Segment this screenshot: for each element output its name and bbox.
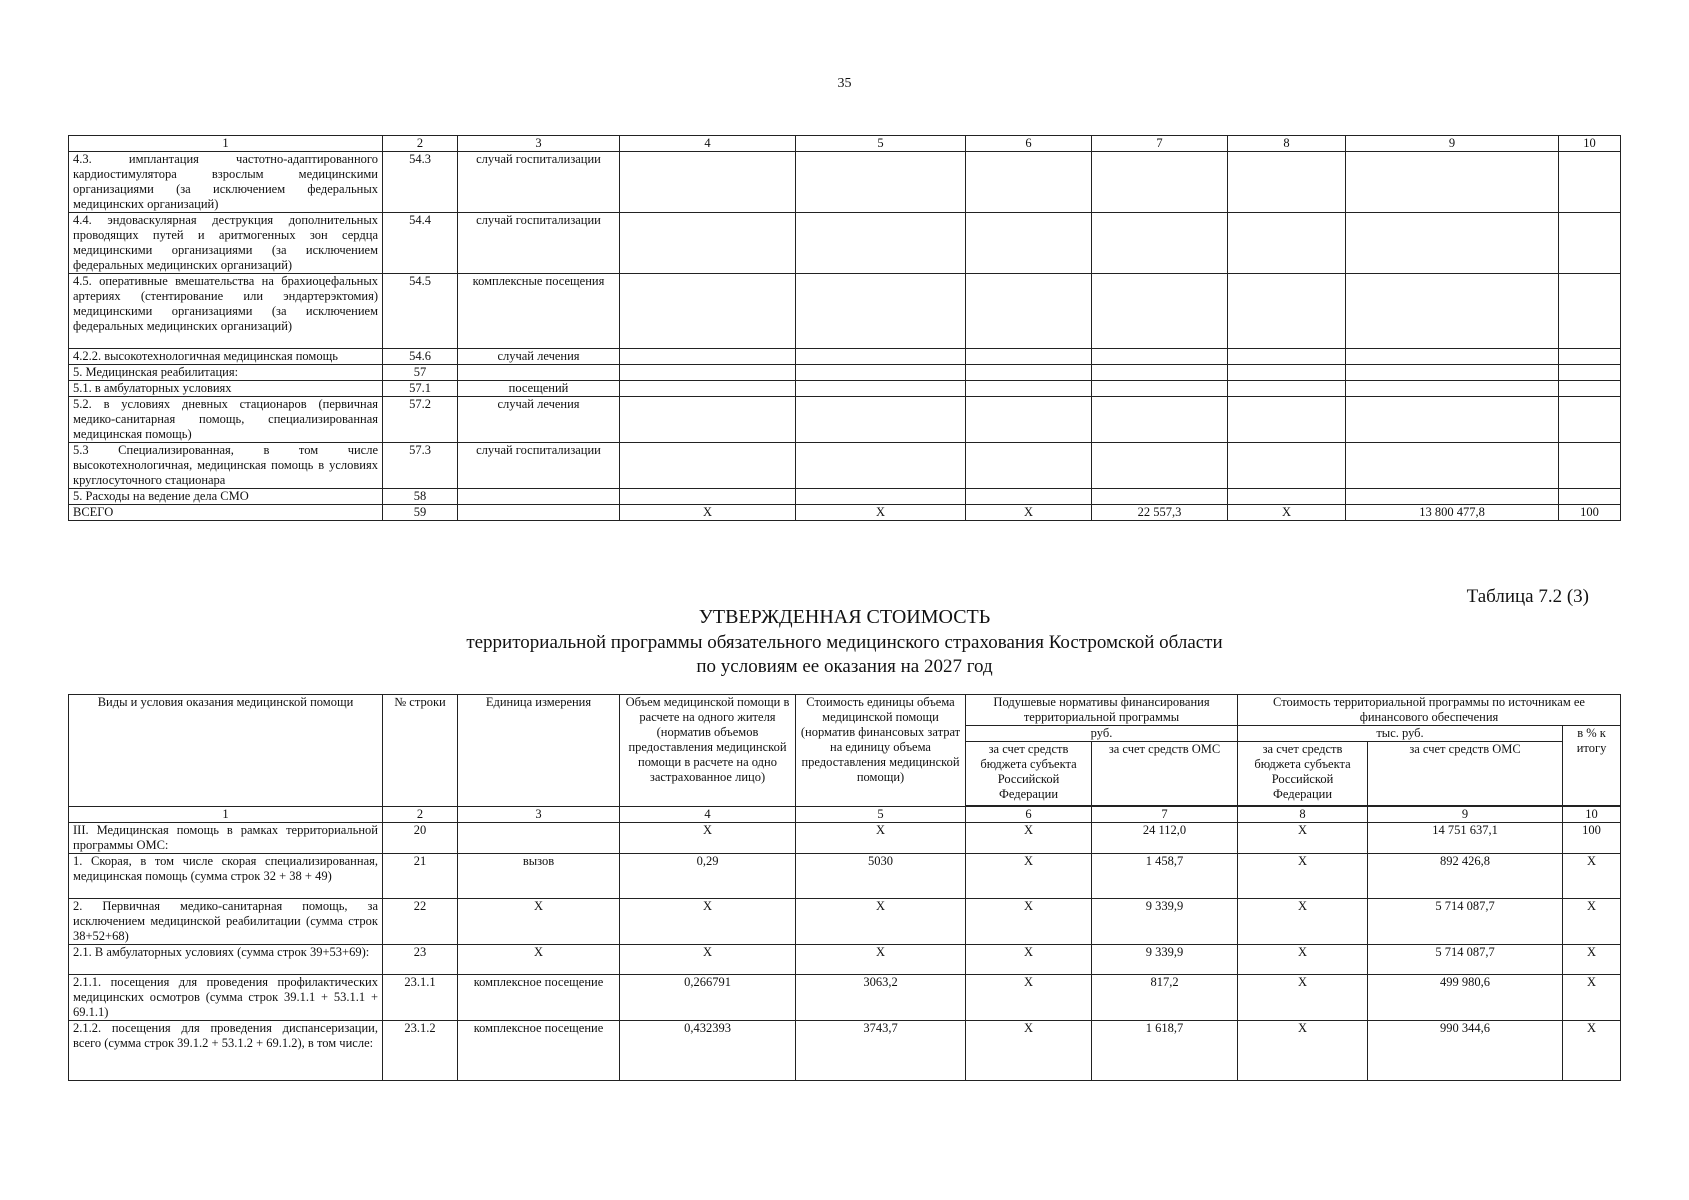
cell-oms-total: 990 344,6 [1368,1021,1563,1081]
cell-oms: 817,2 [1092,975,1238,1021]
row-name: 2.1.1. посещения для проведения профилактических медицинских осмотров (сумма строк 39.1.1 + 53.1.1 + 69.1.1) [69,975,383,1021]
cell-budget [966,365,1092,381]
header-unit-cost: Стоимость единицы объема медицинской помощи (норматив финансовых затрат на единицу объема предоставления медицинской помощи) [796,695,966,807]
cell-pct [1559,274,1621,349]
cell-budget-total [1228,213,1346,274]
cell-budget [966,213,1092,274]
table-row [69,365,1621,381]
document-subtitle-year: по условиям ее оказания на 2027 год [696,656,993,677]
row-name: 4.4. эндоваскулярная деструкция дополнительных проводящих путей и аритмогенных зон сердца медицинскими организациями (за исключением федеральных медицинских организаций) [69,213,383,274]
header-kinds: Виды и условия оказания медицинской помощи [69,695,383,807]
cell-oms [1092,213,1228,274]
cell-budget-total: Х [1238,1021,1368,1081]
cell-pct [1559,152,1621,213]
row-unit: Х [458,945,620,975]
cell-oms [1092,365,1228,381]
cell-unit-cost [796,381,966,397]
table-row [69,505,1621,521]
row-unit: случай госпитализации [458,443,620,489]
row-name: 5.3 Специализированная, в том числе высокотехнологичная, медицинская помощь в условиях круглосуточного стационара [69,443,383,489]
cell-budget-total [1228,152,1346,213]
row-name: 5. Медицинская реабилитация: [69,365,383,381]
cell-oms [1092,489,1228,505]
cell-budget [966,274,1092,349]
cell-unit-cost: Х [796,823,966,854]
table-row [69,397,1621,443]
cell-oms-total: 892 426,8 [1368,854,1563,899]
col-number: 10 [1563,807,1621,823]
row-unit: посещений [458,381,620,397]
cell-oms [1092,349,1228,365]
col-number: 4 [620,136,796,152]
row-unit: вызов [458,854,620,899]
cell-pct [1559,443,1621,489]
row-code: 22 [383,899,458,945]
table-row [69,823,1621,854]
cell-budget: Х [966,1021,1092,1081]
row-code: 57.3 [383,443,458,489]
row-unit: случай лечения [458,349,620,365]
row-code: 23 [383,945,458,975]
cell-oms: 22 557,3 [1092,505,1228,521]
cell-unit-cost [796,213,966,274]
cell-budget: Х [966,975,1092,1021]
row-name: 2. Первичная медико-санитарная помощь, за исключением медицинской реабилитации (сумма строк 38+52+68) [69,899,383,945]
col-number: 7 [1092,807,1238,823]
table-row [69,152,1621,213]
col-number: 7 [1092,136,1228,152]
cell-pct: Х [1563,975,1621,1021]
cell-oms [1092,152,1228,213]
row-unit [458,489,620,505]
cell-pct: Х [1563,899,1621,945]
table-row [69,945,1621,975]
header-row-no: № строки [383,695,458,807]
cell-budget: Х [966,823,1092,854]
cell-budget: Х [966,899,1092,945]
col-number: 2 [383,807,458,823]
table-row [69,489,1621,505]
row-code: 21 [383,854,458,899]
cell-budget: Х [966,854,1092,899]
cell-budget-total [1228,349,1346,365]
cell-volume: Х [620,823,796,854]
row-code: 54.3 [383,152,458,213]
table-row [69,899,1621,945]
cell-oms [1092,443,1228,489]
row-unit [458,505,620,521]
row-code: 59 [383,505,458,521]
cell-pct: 100 [1563,823,1621,854]
page-number: 35 [837,76,852,91]
cell-budget: Х [966,945,1092,975]
row-code: 57 [383,365,458,381]
row-name: ВСЕГО [69,505,383,521]
header-program-cost: Стоимость территориальной программы по источникам ее финансового обеспечения [1238,695,1621,726]
cell-budget [966,489,1092,505]
cell-volume [620,365,796,381]
row-unit: комплексные посещения [458,274,620,349]
header-budget2: за счет средств бюджета субъекта Российской Федерации [1238,742,1368,806]
cell-oms-total [1346,381,1559,397]
cell-oms: 9 339,9 [1092,945,1238,975]
cell-unit-cost: Х [796,505,966,521]
document-title: УТВЕРЖДЕННАЯ СТОИМОСТЬ [698,606,991,628]
row-name: 5.2. в условиях дневных стационаров (первичная медико-санитарная помощь, специализированная медицинская помощь) [69,397,383,443]
header-oms2: за счет средств ОМС [1368,742,1563,806]
cell-pct [1559,397,1621,443]
col-number: 8 [1228,136,1346,152]
row-name: 2.1.2. посещения для проведения диспансеризации, всего (сумма строк 39.1.2 + 53.1.2 + 69.1.2), в том числе: [69,1021,383,1081]
table-row [69,854,1621,899]
cell-budget-total: Х [1238,823,1368,854]
row-code: 54.6 [383,349,458,365]
row-name: 4.2.2. высокотехнологичная медицинская помощь [69,349,383,365]
header-unit: Единица измерения [458,695,620,807]
cell-budget: Х [966,505,1092,521]
cell-unit-cost: 3063,2 [796,975,966,1021]
cell-budget-total [1228,365,1346,381]
col-number: 5 [796,136,966,152]
cell-volume: Х [620,945,796,975]
row-unit: комплексное посещение [458,1021,620,1081]
cell-pct: Х [1563,854,1621,899]
cell-budget [966,152,1092,213]
cell-unit-cost [796,274,966,349]
cell-oms: 1 618,7 [1092,1021,1238,1081]
table-row [69,274,1621,349]
table-row [69,975,1621,1021]
row-code: 57.2 [383,397,458,443]
cell-budget-total: Х [1238,975,1368,1021]
cell-unit-cost [796,152,966,213]
row-code: 58 [383,489,458,505]
table-row [69,1021,1621,1081]
cell-pct: Х [1563,945,1621,975]
col-number: 3 [458,807,620,823]
cell-budget-total [1228,274,1346,349]
cell-unit-cost: Х [796,945,966,975]
cell-budget [966,381,1092,397]
cell-oms: 1 458,7 [1092,854,1238,899]
cell-oms-total [1346,397,1559,443]
row-name: 5. Расходы на ведение дела СМО [69,489,383,505]
cell-budget [966,443,1092,489]
cell-pct [1559,381,1621,397]
cell-volume [620,349,796,365]
cell-budget-total: Х [1228,505,1346,521]
cell-unit-cost [796,349,966,365]
cell-oms-total [1346,274,1559,349]
header-thous-rub: тыс. руб. [1238,726,1563,742]
cell-budget-total: Х [1238,854,1368,899]
cell-budget [966,349,1092,365]
cell-oms-total [1346,349,1559,365]
header-per-capita: Подушевые нормативы финансирования территориальной программы [966,695,1238,726]
table-row [69,349,1621,365]
row-unit: случай лечения [458,397,620,443]
cell-unit-cost: 5030 [796,854,966,899]
cell-pct [1559,365,1621,381]
col-number: 1 [69,136,383,152]
cell-pct [1559,349,1621,365]
cell-unit-cost [796,397,966,443]
document-subtitle: территориальной программы обязательного медицинского страхования Костромской области [466,632,1223,653]
cell-volume: 0,266791 [620,975,796,1021]
cell-oms-total [1346,152,1559,213]
cell-budget-total: Х [1238,899,1368,945]
col-number: 9 [1368,807,1563,823]
row-name: 1. Скорая, в том числе скорая специализированная, медицинская помощь (сумма строк 32 + 38 + 49) [69,854,383,899]
row-code: 20 [383,823,458,854]
cell-budget [966,397,1092,443]
row-code: 57.1 [383,381,458,397]
cell-volume: 0,432393 [620,1021,796,1081]
cell-pct [1559,489,1621,505]
cell-oms: 9 339,9 [1092,899,1238,945]
cell-budget-total [1228,397,1346,443]
cell-volume [620,381,796,397]
cell-volume [620,489,796,505]
cell-volume [620,397,796,443]
row-name: 4.5. оперативные вмешательства на брахиоцефальных артериях (стентирование или эндартерэктомия) медицинскими организациями (за исключением федеральных медицинских организаций) [69,274,383,349]
cell-budget-total [1228,381,1346,397]
table-row [69,381,1621,397]
cell-budget-total [1228,489,1346,505]
cell-unit-cost [796,365,966,381]
cell-oms [1092,381,1228,397]
column-number-row [69,136,1621,152]
cell-oms-total: 14 751 637,1 [1368,823,1563,854]
col-number: 9 [1346,136,1559,152]
row-unit: комплексное посещение [458,975,620,1021]
col-number: 3 [458,136,620,152]
cell-budget-total: Х [1238,945,1368,975]
cell-oms-total: 13 800 477,8 [1346,505,1559,521]
row-unit: Х [458,899,620,945]
header-volume: Объем медицинской помощи в расчете на одного жителя (норматив объемов предоставления медицинской помощи в расчете на одно застрахованное лицо) [620,695,796,807]
table-row [69,213,1621,274]
col-number: 6 [966,807,1092,823]
row-code: 23.1.1 [383,975,458,1021]
column-number-row [69,807,1621,823]
row-unit: случай госпитализации [458,152,620,213]
cell-oms-total [1346,365,1559,381]
row-name: 2.1. В амбулаторных условиях (сумма строк 39+53+69): [69,945,383,975]
col-number: 8 [1238,807,1368,823]
table-label: Таблица 7.2 (3) [1466,586,1589,607]
cell-oms-total: 5 714 087,7 [1368,899,1563,945]
cell-volume [620,274,796,349]
row-code: 54.5 [383,274,458,349]
header-rub: руб. [966,726,1238,742]
table-row [69,443,1621,489]
cell-oms: 24 112,0 [1092,823,1238,854]
cell-volume: 0,29 [620,854,796,899]
col-number: 6 [966,136,1092,152]
col-number: 2 [383,136,458,152]
cell-oms-total: 5 714 087,7 [1368,945,1563,975]
cell-pct [1559,213,1621,274]
cell-volume [620,152,796,213]
col-number: 10 [1559,136,1621,152]
cell-volume [620,213,796,274]
col-number: 1 [69,807,383,823]
cell-volume: Х [620,505,796,521]
row-name: III. Медицинская помощь в рамках территориальной программы ОМС: [69,823,383,854]
cell-budget-total [1228,443,1346,489]
row-name: 5.1. в амбулаторных условиях [69,381,383,397]
cell-unit-cost: Х [796,899,966,945]
row-code: 54.4 [383,213,458,274]
row-unit: случай госпитализации [458,213,620,274]
row-unit [458,365,620,381]
col-number: 4 [620,807,796,823]
cell-volume: Х [620,899,796,945]
row-name: 4.3. имплантация частотно-адаптированного кардиостимулятора взрослым медицинскими организациями (за исключением федеральных медицинских организаций) [69,152,383,213]
table-approved-cost [68,694,1621,1081]
cell-oms-total: 499 980,6 [1368,975,1563,1021]
table-continuation [68,135,1621,521]
cell-unit-cost [796,489,966,505]
cell-volume [620,443,796,489]
header-oms: за счет средств ОМС [1092,742,1238,806]
row-code: 23.1.2 [383,1021,458,1081]
cell-unit-cost: 3743,7 [796,1021,966,1081]
cell-pct: Х [1563,1021,1621,1081]
col-number: 5 [796,807,966,823]
cell-oms-total [1346,489,1559,505]
header-budget: за счет средств бюджета субъекта Российской Федерации [966,742,1092,806]
row-unit [458,823,620,854]
cell-oms [1092,397,1228,443]
header-pct: в % к итогу [1563,726,1621,806]
cell-pct: 100 [1559,505,1621,521]
cell-oms-total [1346,443,1559,489]
cell-unit-cost [796,443,966,489]
cell-oms [1092,274,1228,349]
cell-oms-total [1346,213,1559,274]
